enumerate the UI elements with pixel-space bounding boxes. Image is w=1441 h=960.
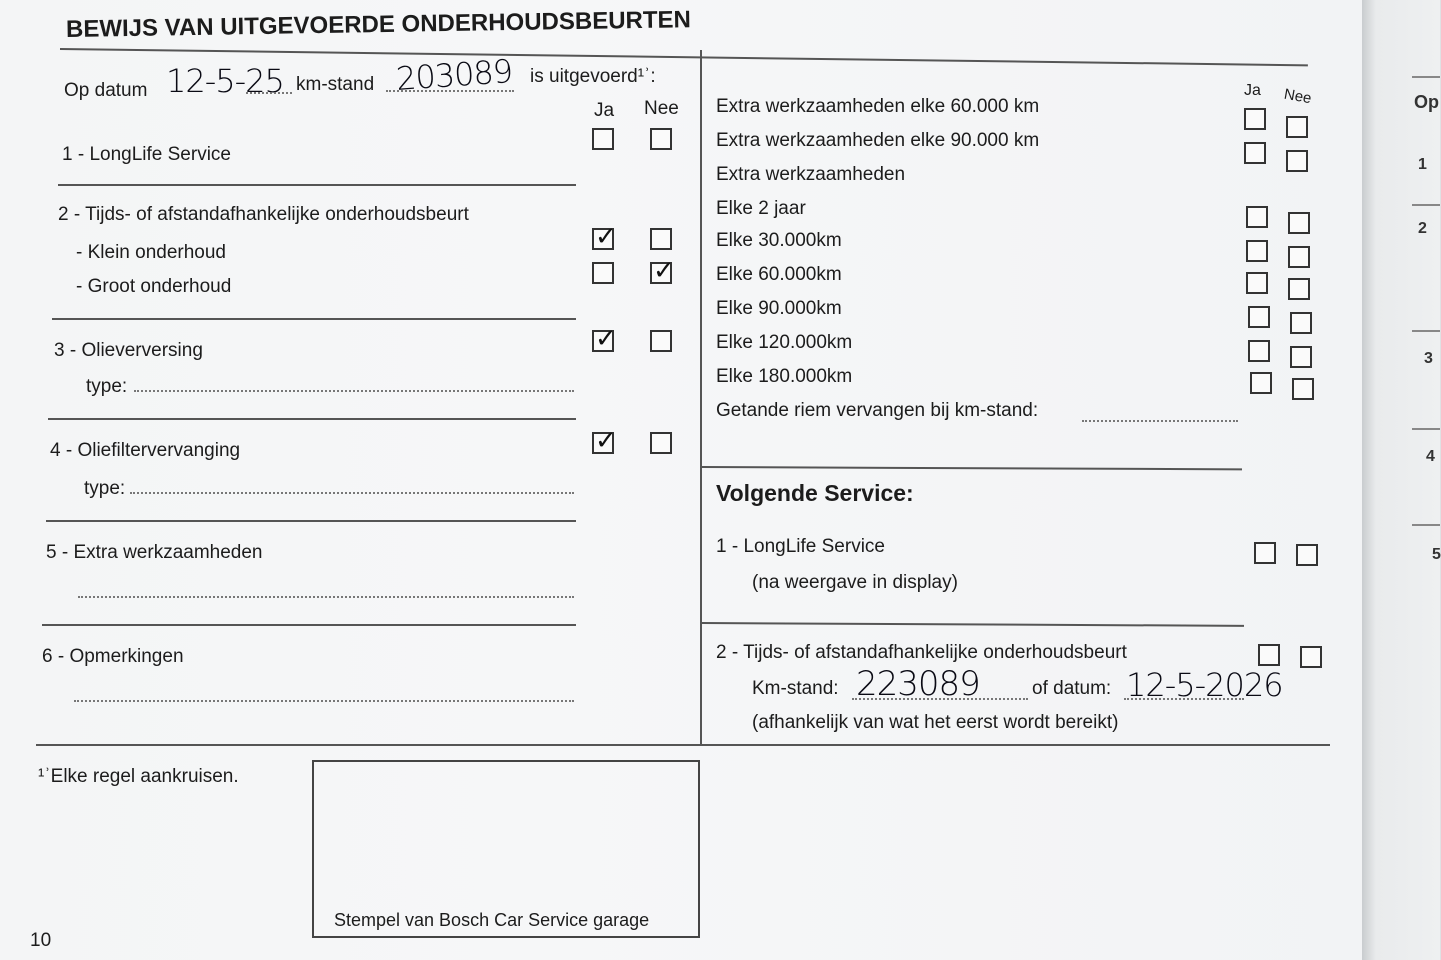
edge-op: Op [1414, 92, 1439, 112]
divider-4 [46, 520, 576, 522]
olie-type-label: type: [86, 376, 128, 397]
getande-riem-dots[interactable] [1082, 420, 1238, 422]
next-km-stand-handwritten: 223089 [856, 664, 980, 704]
edge-line-5 [1412, 524, 1440, 526]
nee-header: Nee [644, 98, 679, 119]
edge-line-2 [1412, 204, 1440, 206]
item-opmerkingen: 6 - Opmerkingen [42, 646, 184, 667]
extra-90000: Extra werkzaamheden elke 90.000 km [716, 130, 1040, 151]
interval-90000-ja-checkbox[interactable] [1248, 306, 1270, 328]
interval-180000: Elke 180.000km [716, 366, 853, 387]
olie-type-dots[interactable] [134, 390, 574, 392]
next-onderhoud-nee-checkbox[interactable] [1300, 646, 1322, 668]
item-extra-werkzaamheden: 5 - Extra werkzaamheden [46, 542, 263, 563]
edge-5: 5 [1432, 546, 1441, 563]
extra-werk-dots[interactable] [78, 596, 574, 598]
edge-1: 1 [1418, 156, 1427, 173]
op-datum-handwritten: 12-5-25 [166, 62, 284, 100]
next-onderhoudsbeurt: 2 - Tijds- of afstandafhankelijke onderhoudsbeurt [716, 642, 1127, 663]
filter-type-label: type: [84, 478, 126, 499]
interval-2-jaar-ja-checkbox[interactable] [1246, 206, 1268, 228]
next-longlife-ja-checkbox[interactable] [1254, 542, 1276, 564]
interval-180000-nee-checkbox[interactable] [1292, 378, 1314, 400]
item-groot-onderhoud: - Groot onderhoud [76, 276, 232, 297]
interval-180000-ja-checkbox[interactable] [1250, 372, 1272, 394]
edge-2: 2 [1418, 220, 1427, 237]
interval-90000-nee-checkbox[interactable] [1290, 312, 1312, 334]
km-stand-label: km-stand [296, 74, 375, 95]
volgende-service-heading: Volgende Service: [716, 480, 914, 506]
interval-120000-nee-checkbox[interactable] [1290, 346, 1312, 368]
filter-nee-checkbox[interactable] [650, 432, 672, 454]
item-oliefiltervervanging: 4 - Oliefiltervervanging [50, 440, 241, 461]
item-klein-onderhoud: - Klein onderhoud [76, 242, 226, 263]
interval-60000-nee-checkbox[interactable] [1288, 278, 1310, 300]
extra-60000: Extra werkzaamheden elke 60.000 km [716, 96, 1040, 117]
olie-ja-checkbox[interactable] [592, 324, 617, 354]
center-divider [700, 50, 702, 746]
extra-60000-nee-checkbox[interactable] [1286, 116, 1308, 138]
interval-60000-ja-checkbox[interactable] [1246, 272, 1268, 294]
check-mark-icon: ✓ [595, 222, 617, 252]
ja-header: Ja [594, 100, 615, 121]
interval-120000-ja-checkbox[interactable] [1248, 340, 1270, 362]
page-number: 10 [30, 930, 52, 951]
next-onderhoud-ja-checkbox[interactable] [1258, 644, 1280, 666]
next-longlife-sub: (na weergave in display) [752, 572, 958, 593]
groot-ja-checkbox[interactable] [592, 262, 614, 284]
longlife-nee-checkbox[interactable] [650, 128, 672, 150]
item-onderhoudsbeurt: 2 - Tijds- of afstandafhankelijke onderhoudsbeurt [58, 204, 469, 225]
extra-90000-ja-checkbox[interactable] [1244, 142, 1266, 164]
item-longlife-service: 1 - LongLife Service [62, 144, 231, 165]
edge-line-3 [1412, 330, 1440, 332]
check-mark-icon: ✓ [653, 256, 675, 286]
bottom-divider [36, 744, 1330, 746]
divider-3 [48, 418, 576, 420]
interval-30000-ja-checkbox[interactable] [1246, 240, 1268, 262]
edge-3: 3 [1424, 350, 1433, 367]
edge-line-4 [1412, 428, 1440, 430]
klein-nee-checkbox[interactable] [650, 228, 672, 250]
next-page-edge [1362, 0, 1440, 960]
interval-120000: Elke 120.000km [716, 332, 853, 353]
ja-header-right: Ja [1244, 82, 1261, 99]
is-uitgevoerd-label: is uitgevoerd¹ʾ: [530, 66, 656, 87]
interval-30000: Elke 30.000km [716, 230, 842, 251]
divider-2 [52, 318, 576, 320]
extra-60000-ja-checkbox[interactable] [1244, 108, 1266, 130]
filter-type-dots[interactable] [130, 492, 574, 494]
extra-90000-nee-checkbox[interactable] [1286, 150, 1308, 172]
edge-4: 4 [1426, 448, 1435, 465]
klein-ja-checkbox[interactable] [592, 222, 617, 252]
of-datum-handwritten: 12-5-2026 [1126, 666, 1283, 704]
check-mark-icon: ✓ [595, 324, 617, 354]
afhankelijk-note: (afhankelijk van wat het eerst wordt bereikt) [752, 712, 1119, 733]
olie-nee-checkbox[interactable] [650, 330, 672, 352]
filter-ja-checkbox[interactable] [592, 426, 617, 456]
getande-riem-label: Getande riem vervangen bij km-stand: [716, 400, 1039, 421]
next-longlife-nee-checkbox[interactable] [1296, 544, 1318, 566]
opmerkingen-dots[interactable] [74, 700, 574, 702]
interval-2-jaar-nee-checkbox[interactable] [1288, 212, 1310, 234]
km-stand-handwritten: 203089 [394, 51, 514, 99]
next-longlife-service: 1 - LongLife Service [716, 536, 885, 557]
divider-5 [42, 624, 576, 626]
right-divider-2 [702, 622, 1244, 627]
nee-header-right: Nee [1282, 85, 1313, 108]
stamp-label: Stempel van Bosch Car Service garage [334, 910, 650, 930]
footnote: ¹ʾElke regel aankruisen. [38, 766, 239, 787]
edge-line-1 [1412, 76, 1440, 78]
groot-nee-checkbox[interactable] [650, 256, 675, 286]
check-mark-icon: ✓ [595, 426, 617, 456]
divider-1 [58, 184, 576, 186]
interval-60000: Elke 60.000km [716, 264, 842, 285]
stamp-box [312, 760, 700, 938]
interval-90000: Elke 90.000km [716, 298, 842, 319]
interval-30000-nee-checkbox[interactable] [1288, 246, 1310, 268]
interval-2-jaar: Elke 2 jaar [716, 198, 806, 219]
item-olieverversing: 3 - Olieverversing [54, 340, 203, 361]
longlife-ja-checkbox[interactable] [592, 128, 614, 150]
extra-werkzaamheden-right: Extra werkzaamheden [716, 164, 906, 185]
of-datum-label: of datum: [1032, 678, 1112, 699]
page-title: BEWIJS VAN UITGEVOERDE ONDERHOUDSBEURTEN [65, 6, 692, 43]
next-km-stand-label: Km-stand: [752, 678, 839, 699]
right-divider-1 [702, 466, 1242, 470]
op-datum-dots [246, 92, 292, 94]
op-datum-label: Op datum [64, 80, 148, 101]
